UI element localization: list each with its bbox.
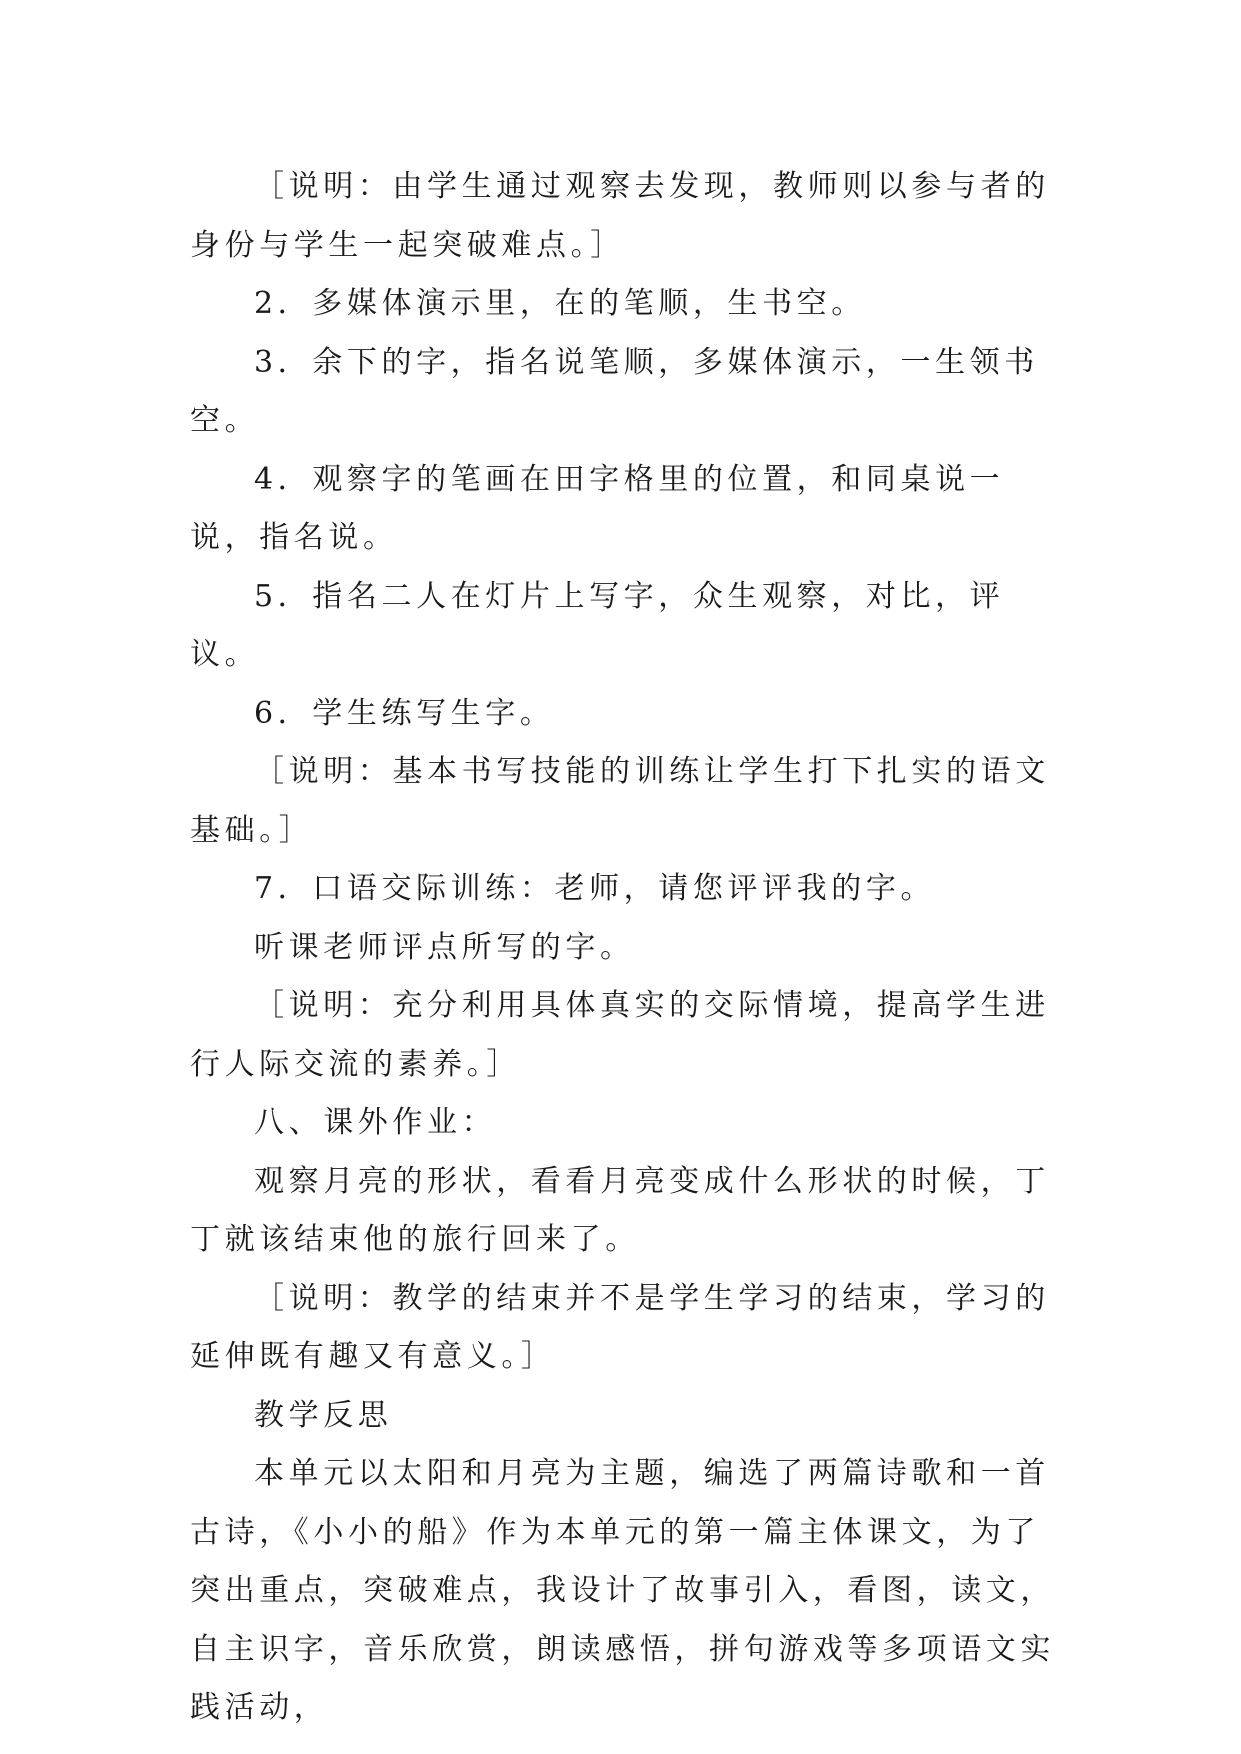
step-paragraph: 7．口语交际训练：老师，请您评评我的字。 — [254, 871, 936, 906]
body-paragraph: 观察月亮的形状，看看月亮变成什么形状的时候，丁丁就该结束他的旅行回来了。 — [190, 1163, 1050, 1257]
step-paragraph: 3．余下的字，指名说笔顺，多媒体演示，一生领书空。 — [190, 344, 1039, 438]
note-paragraph: ［说明：由学生通过观察去发现，教师则以参与者的身份与学生一起突破难点。］ — [190, 169, 1050, 263]
step-paragraph: 6．学生练写生字。 — [254, 695, 555, 731]
section-heading: 八、课外作业： — [254, 1105, 497, 1140]
step-paragraph: 5．指名二人在灯片上写字，众生观察，对比，评议。 — [190, 578, 1005, 672]
note-paragraph: ［说明：教学的结束并不是学生学习的结束，学习的延伸既有趣又有意义。］ — [190, 1280, 1050, 1374]
note-paragraph: ［说明：充分利用具体真实的交际情境，提高学生进行人际交流的素养。］ — [190, 988, 1050, 1082]
section-heading: 教学反思 — [254, 1397, 393, 1433]
note-paragraph: ［说明：基本书写技能的训练让学生打下扎实的语文基础。］ — [190, 754, 1050, 848]
body-paragraph: 本单元以太阳和月亮为主题，编选了两篇诗歌和一首古诗，《小小的船》作为本单元的第一篇主体课文，为了突出重点，突破难点，我设计了故事引入，看图，读文，自主识字，音乐欣赏，朗读感悟，拼句游戏等多项语文实践活动， — [190, 1456, 1055, 1725]
step-paragraph: 4．观察字的笔画在田字格里的位置，和同桌说一说，指名说。 — [190, 461, 1005, 555]
document-body — [190, 158, 1070, 1738]
step-paragraph: 2．多媒体演示里，在的笔顺，生书空。 — [254, 286, 866, 321]
body-paragraph: 听课老师评点所写的字。 — [254, 929, 635, 965]
